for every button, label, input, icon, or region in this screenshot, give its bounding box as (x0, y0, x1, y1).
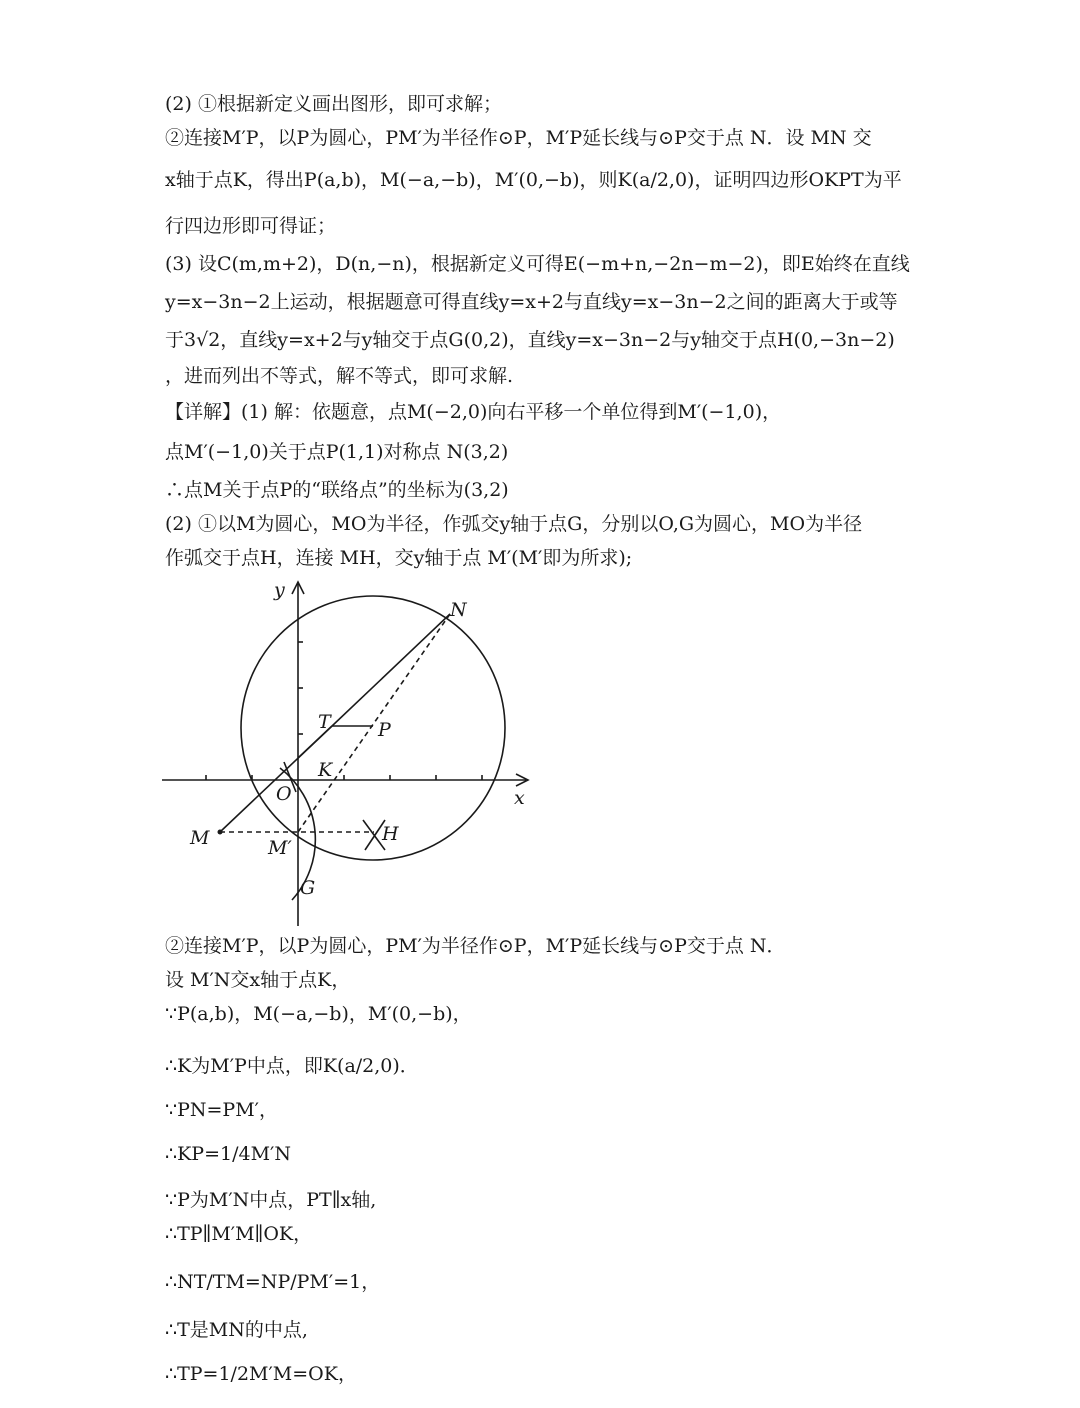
text-line-3: x轴于点K，得出P(a,b)，M(−a,−b)，M′(0,−b)，则K(a/2,0)，证明四边形OKPT为平 (165, 169, 902, 191)
text-line-17: ∴K为M′P中点，即K(a/2,0)． (165, 1055, 419, 1077)
text-line-2: ②连接M′P，以P为圆心，PM′为半径作⊙P，M′P延长线与⊙P交于点 N．设 MN 交 (165, 127, 872, 149)
label-p: P (378, 719, 391, 741)
text-line-16: ∵P(a,b)，M(−a,−b)，M′(0,−b)， (165, 1003, 472, 1025)
text-line-10: 点M′(−1,0)关于点P(1,1)对称点 N(3,2) (165, 441, 509, 463)
label-m-prime: M′ (268, 837, 292, 859)
label-k: K (318, 759, 333, 781)
circle-p (241, 596, 505, 860)
label-x: x (514, 787, 525, 809)
label-o: O (276, 783, 292, 805)
text-line-21: ∴TP∥M′M∥OK， (165, 1223, 313, 1245)
text-line-14: ②连接M′P，以P为圆心，PM′为半径作⊙P，M′P延长线与⊙P交于点 N． (165, 935, 786, 957)
segment-t-n (332, 614, 450, 726)
text-line-6: y=x−3n−2上运动，根据题意可得直线y=x+2与直线y=x−3n−2之间的距离大于或等 (165, 291, 898, 313)
label-n: N (450, 599, 467, 621)
text-line-24: ∴TP=1/2M′M=OK， (165, 1363, 357, 1385)
label-y: y (274, 579, 285, 601)
label-t: T (318, 711, 331, 733)
text-line-5: (3) 设C(m,m+2)，D(n,−n)，根据新定义可得E(−m+n,−2n−m−2)，即E始终在直线 (165, 253, 910, 275)
text-line-8: ，进而列出不等式，解不等式，即可求解. (165, 365, 514, 387)
label-m: M (190, 827, 210, 849)
label-g: G (300, 877, 316, 899)
text-line-9: 【详解】(1) 解：依题意，点M(−2,0)向右平移一个单位得到M′(−1,0)， (165, 401, 782, 423)
geometry-figure (150, 578, 550, 928)
text-line-13: 作弧交于点H，连接 MH，交y轴于点 M′(M′即为所求); (165, 547, 633, 569)
text-line-20: ∵P为M′N中点，PT∥x轴, (165, 1189, 377, 1211)
text-line-22: ∴NT/TM=NP/PM′=1， (165, 1271, 381, 1293)
text-line-23: ∴T是MN的中点, (165, 1319, 308, 1341)
text-line-1: (2) ①根据新定义画出图形，即可求解； (165, 93, 502, 115)
text-line-4: 行四边形即可得证； (165, 215, 337, 237)
text-line-18: ∵PN=PM′， (165, 1099, 278, 1121)
text-line-7: 于3√2，直线y=x+2与y轴交于点G(0,2)，直线y=x−3n−2与y轴交于点H(0,−3n−2) (165, 329, 895, 351)
text-line-12: (2) ①以M为圆心，MO为半径，作弧交y轴于点G，分别以O,G为圆心，MO为半径 (165, 513, 863, 535)
point-m (218, 830, 223, 835)
text-line-15: 设 M′N交x轴于点K， (165, 969, 351, 991)
text-line-19: ∴KP=1/4M′N (165, 1143, 291, 1165)
label-h: H (382, 823, 399, 845)
text-line-11: ∴点M关于点P的“联络点”的坐标为(3,2) (165, 479, 509, 501)
